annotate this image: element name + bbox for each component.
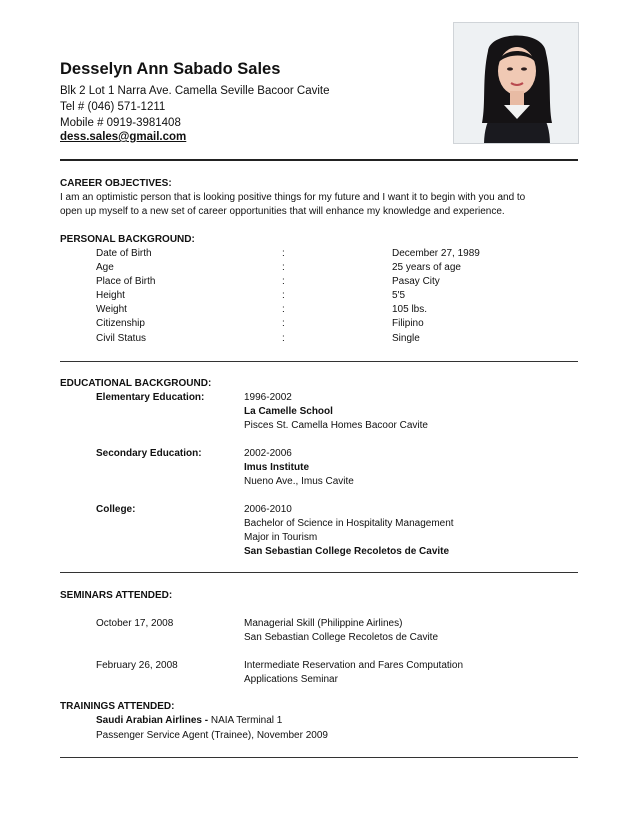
college-years: 2006-2010 <box>244 504 292 515</box>
elementary-label: Elementary Education: <box>96 392 205 403</box>
seminar-title: Intermediate Reservation and Fares Computation <box>244 660 464 671</box>
elementary-address: Pisces St. Camella Homes Bacoor Cavite <box>244 420 428 431</box>
portrait-illustration <box>454 23 579 144</box>
telephone: Tel # (046) 571-1211 <box>60 101 166 113</box>
colon: : <box>282 262 285 273</box>
elementary-school: La Camelle School <box>244 406 333 417</box>
profile-photo <box>453 22 579 144</box>
seminar-title: Managerial Skill (Philippine Airlines) <box>244 618 403 629</box>
trainings-heading: TRAININGS ATTENDED: <box>60 701 175 712</box>
colon: : <box>282 304 285 315</box>
email-link[interactable]: dess.sales@gmail.com <box>60 131 187 143</box>
divider <box>60 572 578 573</box>
secondary-school: Imus Institute <box>244 462 310 473</box>
elementary-years: 1996-2002 <box>244 392 292 403</box>
personal-value: Single <box>392 333 420 344</box>
career-objective-line: I am an optimistic person that is looking positive things for my future and I want it to begin with you and to <box>60 192 526 203</box>
training-location: NAIA Terminal 1 <box>208 715 283 726</box>
training-role: Passenger Service Agent (Trainee), November 2009 <box>96 730 328 741</box>
seminar-date: February 26, 2008 <box>96 660 178 671</box>
personal-value: Filipino <box>392 318 424 329</box>
training-organization: Saudi Arabian Airlines - <box>96 715 209 726</box>
secondary-years: 2002-2006 <box>244 448 292 459</box>
personal-value: 5'5 <box>392 290 406 301</box>
colon: : <box>282 318 285 329</box>
colon: : <box>282 248 285 259</box>
colon: : <box>282 276 285 287</box>
applicant-name: Desselyn Ann Sabado Sales <box>60 60 281 78</box>
colon: : <box>282 290 285 301</box>
seminar-date: October 17, 2008 <box>96 618 174 629</box>
divider <box>60 361 578 362</box>
personal-label: Citizenship <box>96 318 145 329</box>
personal-label: Place of Birth <box>96 276 156 287</box>
personal-background-heading: PERSONAL BACKGROUND: <box>60 234 195 245</box>
educational-background-heading: EDUCATIONAL BACKGROUND: <box>60 378 212 389</box>
seminar-title-continued: Applications Seminar <box>244 674 338 685</box>
personal-label: Height <box>96 290 125 301</box>
seminars-heading: SEMINARS ATTENDED: <box>60 590 173 601</box>
personal-label: Civil Status <box>96 333 147 344</box>
personal-value: December 27, 1989 <box>392 248 480 259</box>
career-objective-line: open up myself to a new set of career opportunities that will enhance my knowledge and experience. <box>60 206 505 217</box>
address: Blk 2 Lot 1 Narra Ave. Camella Seville Bacoor Cavite <box>60 85 330 97</box>
personal-label: Age <box>96 262 114 273</box>
training-entry <box>96 714 282 728</box>
personal-value: 25 years of age <box>392 262 461 273</box>
personal-value: Pasay City <box>392 276 440 287</box>
personal-label: Date of Birth <box>96 248 152 259</box>
college-label: College: <box>96 504 136 515</box>
colon: : <box>282 333 285 344</box>
college-school: San Sebastian College Recoletos de Cavite <box>244 546 450 557</box>
seminar-venue: San Sebastian College Recoletos de Cavite <box>244 632 439 643</box>
personal-value: 105 lbs. <box>392 304 428 315</box>
secondary-label: Secondary Education: <box>96 448 202 459</box>
divider <box>60 159 578 161</box>
mobile: Mobile # 0919-3981408 <box>60 117 181 129</box>
personal-label: Weight <box>96 304 127 315</box>
secondary-address: Nueno Ave., Imus Cavite <box>244 476 354 487</box>
college-degree: Bachelor of Science in Hospitality Management <box>244 518 454 529</box>
career-objectives-heading: CAREER OBJECTIVES: <box>60 178 172 189</box>
college-major: Major in Tourism <box>244 532 318 543</box>
divider <box>60 757 578 758</box>
